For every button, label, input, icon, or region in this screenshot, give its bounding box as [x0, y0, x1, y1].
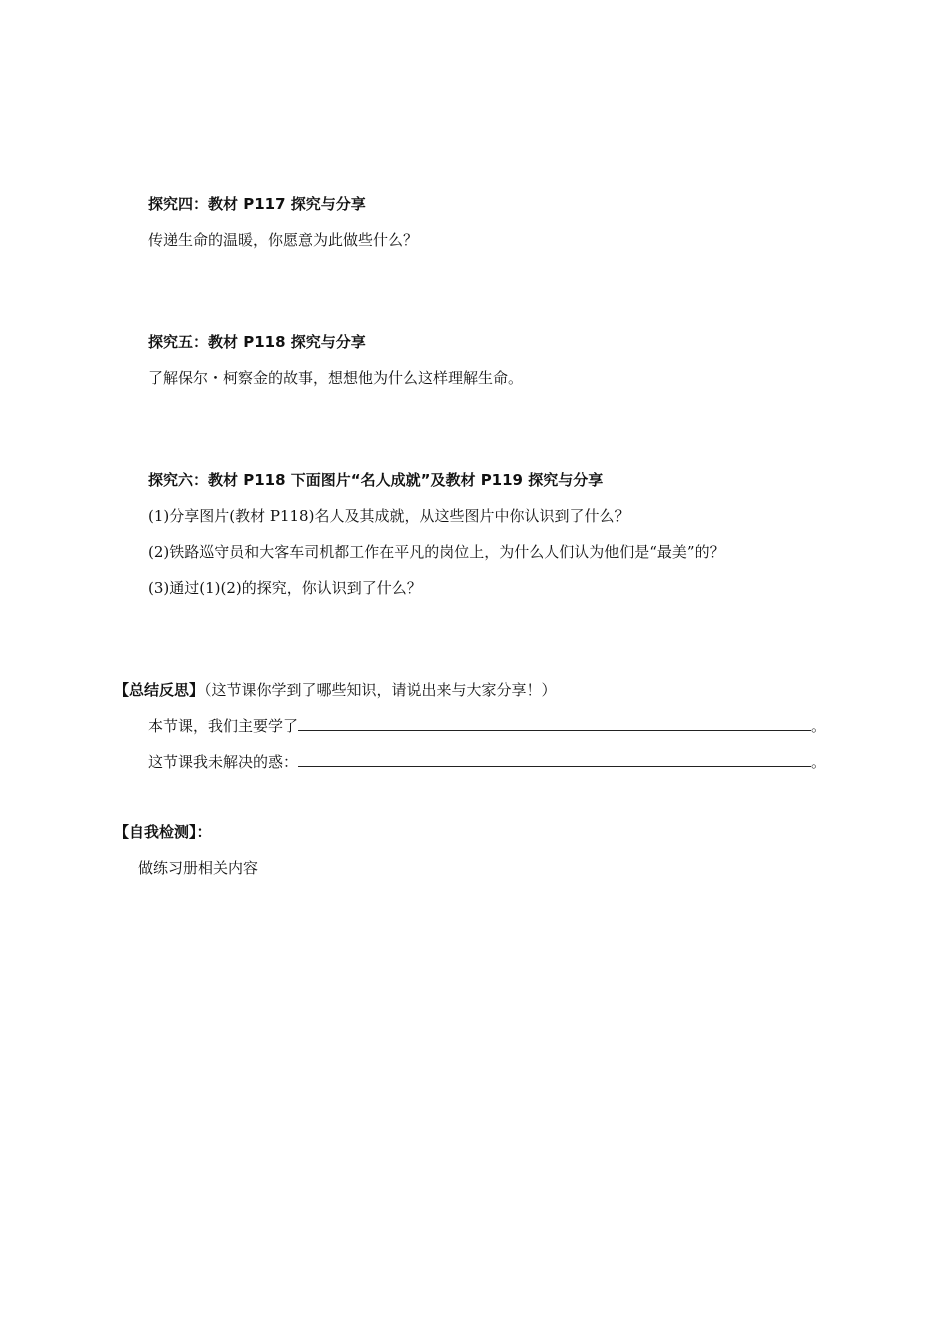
explore4-heading: 探究四：教材 P117 探究与分享 — [148, 195, 366, 213]
summary-line-2-label: 这节课我未解决的惑： — [148, 753, 299, 771]
explore6-question-1: (1)分享图片(教材 P118)名人及其成就，从这些图片中你认识到了什么？ — [148, 507, 630, 525]
summary-line-1-label: 本节课，我们主要学了 — [148, 717, 299, 735]
explore6-question-2: (2)铁路巡守员和大客车司机都工作在平凡的岗位上，为什么人们认为他们是“最美”的？ — [148, 543, 725, 561]
selfcheck-content: 做练习册相关内容 — [138, 859, 259, 877]
summary-title: 【总结反思】 — [114, 681, 205, 699]
summary-heading — [114, 680, 557, 700]
selfcheck-title: 【自我检测】： — [114, 823, 212, 841]
summary-line-1 — [148, 716, 826, 736]
summary-line-1-blank[interactable] — [298, 716, 811, 731]
explore5-heading: 探究五：教材 P118 探究与分享 — [148, 333, 366, 351]
summary-line-2-end: 。 — [811, 753, 827, 771]
explore6-heading: 探究六：教材 P118 下面图片“名人成就”及教材 P119 探究与分享 — [148, 471, 604, 489]
explore5-question: 了解保尔・柯察金的故事，想想他为什么这样理解生命。 — [148, 369, 524, 387]
summary-line-2-blank[interactable] — [298, 752, 811, 767]
explore4-question: 传递生命的温暖，你愿意为此做些什么？ — [148, 231, 419, 249]
explore6-question-3: (3)通过(1)(2)的探究，你认识到了什么？ — [148, 579, 422, 597]
summary-line-2 — [148, 752, 826, 772]
summary-line-1-end: 。 — [811, 717, 827, 735]
summary-note: （这节课你学到了哪些知识，请说出来与大家分享！） — [204, 681, 557, 699]
